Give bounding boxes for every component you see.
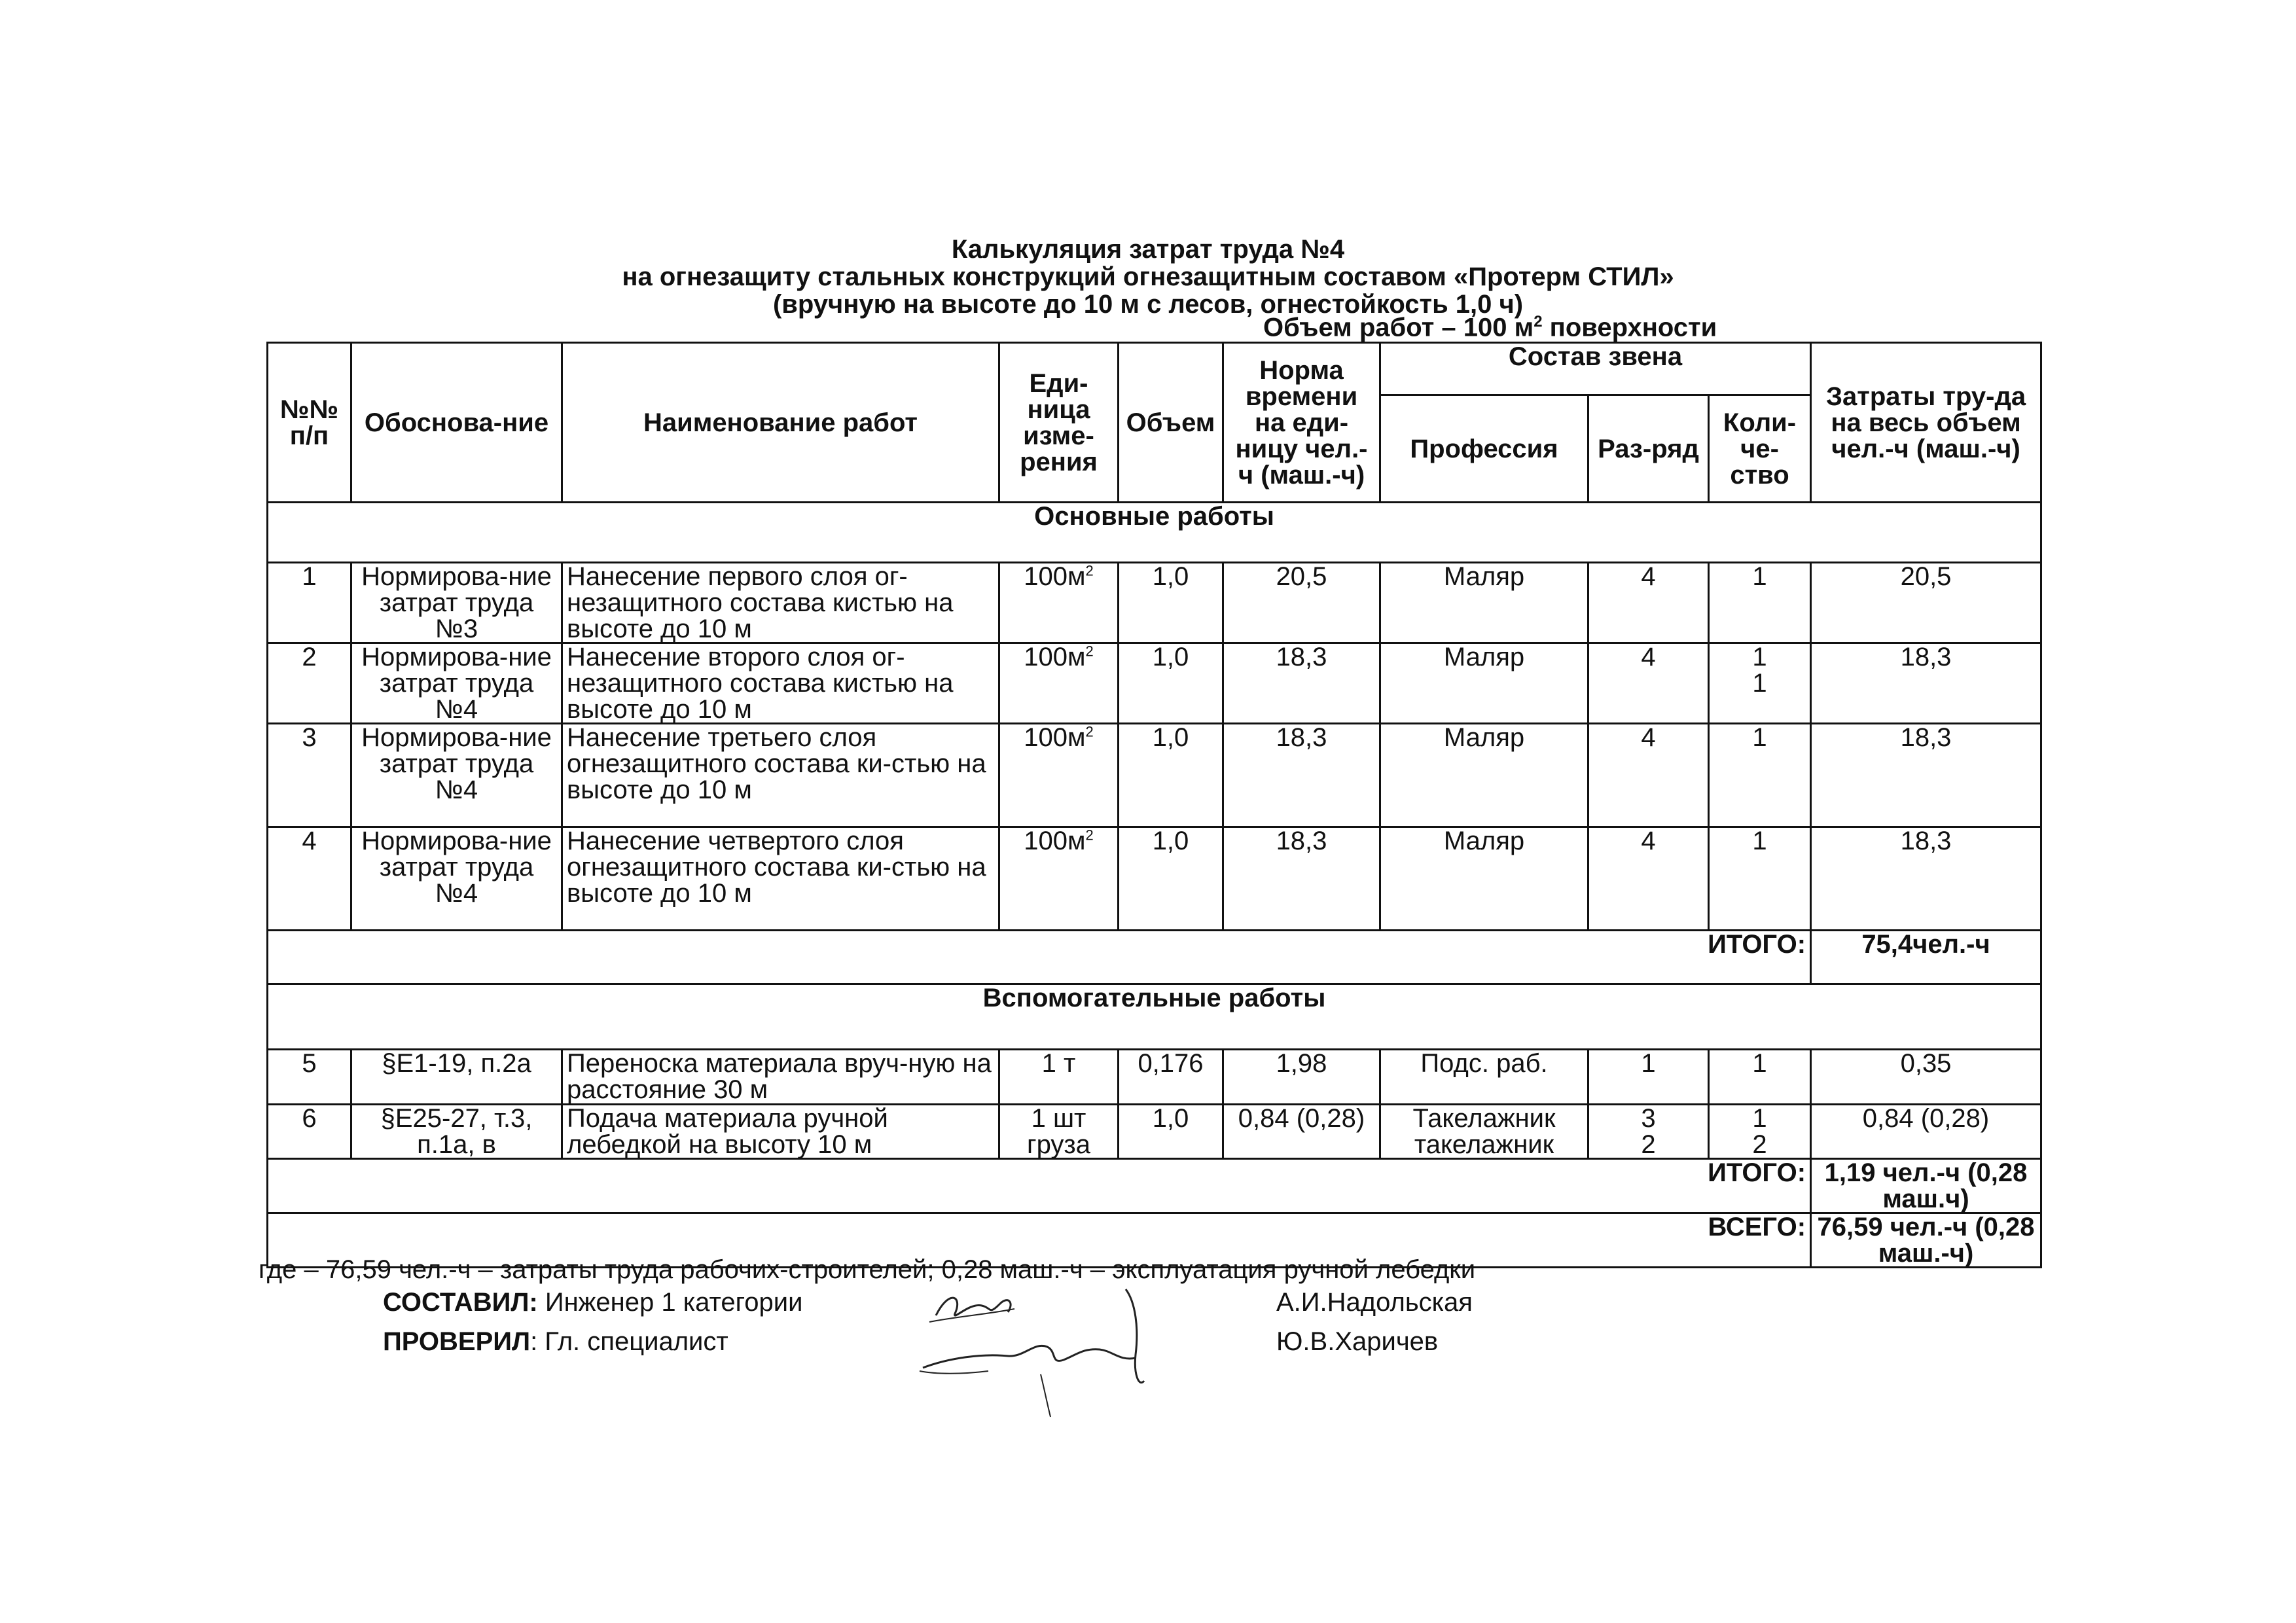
- cell-profession: Подс. раб.: [1380, 1050, 1588, 1105]
- grand-total-label: ВСЕГО:: [268, 1213, 1811, 1268]
- cell-qty: 1: [1709, 827, 1811, 931]
- cell-volume: 1,0: [1119, 724, 1223, 827]
- document-title: [0, 236, 2296, 318]
- compiled-by: [383, 1288, 802, 1317]
- cell-num: 1: [268, 563, 351, 643]
- cell-grade: 3 2: [1588, 1105, 1709, 1159]
- header-crew: Состав звена: [1380, 343, 1811, 395]
- cell-name: Нанесение первого слоя ог-незащитного состава кистью на высоте до 10 м: [562, 563, 999, 643]
- cell-num: 5: [268, 1050, 351, 1105]
- header-norm: Норма времени на еди-ницу чел.-ч (маш.-ч): [1223, 343, 1380, 503]
- cell-num: 2: [268, 643, 351, 724]
- unit-text: 100м: [1024, 827, 1086, 855]
- work-volume-sup: 2: [1534, 313, 1543, 330]
- cell-total: 18,3: [1811, 827, 2041, 931]
- cell-profession: Маляр: [1380, 563, 1588, 643]
- work-volume-suffix: поверхности: [1542, 313, 1717, 342]
- cell-profession: Маляр: [1380, 827, 1588, 931]
- table-row: [268, 827, 2041, 931]
- cell-grade: 4: [1588, 643, 1709, 724]
- cell-volume: 1,0: [1119, 1105, 1223, 1159]
- cell-grade: 1: [1588, 1050, 1709, 1105]
- cell-basis: Нормирова-ние затрат труда №4: [351, 724, 562, 827]
- cell-name: Подача материала ручной лебедкой на высоту 10 м: [562, 1105, 999, 1159]
- grand-total-value: 76,59 чел.-ч (0,28 маш.-ч): [1811, 1213, 2041, 1268]
- cell-basis: Нормирова-ние затрат труда №4: [351, 643, 562, 724]
- unit-sup: 2: [1085, 723, 1094, 740]
- cell-num: 3: [268, 724, 351, 827]
- section-row-main: [268, 503, 2041, 563]
- cell-profession: Такелажник такелажник: [1380, 1105, 1588, 1159]
- header-volume: Объем: [1119, 343, 1223, 503]
- cell-name: Нанесение второго слоя ог-незащитного состава кистью на высоте до 10 м: [562, 643, 999, 724]
- checked-label: ПРОВЕРИЛ: [383, 1327, 531, 1356]
- cell-norm: 20,5: [1223, 563, 1380, 643]
- section-row-aux: [268, 984, 2041, 1050]
- cell-norm: 1,98: [1223, 1050, 1380, 1105]
- cell-total: 0,35: [1811, 1050, 2041, 1105]
- cell-total: 0,84 (0,28): [1811, 1105, 2041, 1159]
- cell-unit: 1 шт груза: [999, 1105, 1119, 1159]
- title-line-1: Калькуляция затрат труда №4: [951, 235, 1345, 264]
- cell-basis: Нормирова-ние затрат труда №4: [351, 827, 562, 931]
- cell-name: Переноска материала вруч-ную на расстояние 30 м: [562, 1050, 999, 1105]
- title-line-3: (вручную на высоте до 10 м с лесов, огнестойкость 1,0 ч): [772, 290, 1524, 319]
- cell-total: 18,3: [1811, 724, 2041, 827]
- work-volume-text: Объем работ – 100 м: [1263, 313, 1534, 342]
- cell-qty: 1 2: [1709, 1105, 1811, 1159]
- cell-basis: §Е25-27, т.3, п.1а, в: [351, 1105, 562, 1159]
- unit-sup: 2: [1085, 827, 1094, 844]
- cell-total: 20,5: [1811, 563, 2041, 643]
- cell-unit: 1 т: [999, 1050, 1119, 1105]
- compiled-role: Инженер 1 категории: [537, 1288, 803, 1317]
- section-main-title: Основные работы: [268, 503, 2041, 563]
- cell-unit: [999, 827, 1119, 931]
- cell-volume: 0,176: [1119, 1050, 1223, 1105]
- aux-total-row: [268, 1159, 2041, 1213]
- header-profession: Профессия: [1380, 395, 1588, 503]
- checked-by: [383, 1327, 728, 1357]
- table-row: [268, 724, 2041, 827]
- main-total-value: 75,4чел.-ч: [1811, 931, 2041, 984]
- cell-norm: 18,3: [1223, 643, 1380, 724]
- compiled-name: А.И.Надольская: [1276, 1288, 1473, 1317]
- header-row-1: [268, 343, 2041, 395]
- cell-num: 6: [268, 1105, 351, 1159]
- cell-norm: 18,3: [1223, 827, 1380, 931]
- compiled-label: СОСТАВИЛ:: [383, 1288, 538, 1317]
- cell-profession: Маляр: [1380, 643, 1588, 724]
- cell-volume: 1,0: [1119, 643, 1223, 724]
- section-aux-title: Вспомогательные работы: [268, 984, 2041, 1050]
- cell-unit: [999, 643, 1119, 724]
- cell-norm: 18,3: [1223, 724, 1380, 827]
- table-row: [268, 1105, 2041, 1159]
- cell-norm: 0,84 (0,28): [1223, 1105, 1380, 1159]
- work-volume: [1263, 313, 1717, 342]
- cell-unit: [999, 563, 1119, 643]
- unit-sup: 2: [1085, 643, 1094, 660]
- cell-num: 4: [268, 827, 351, 931]
- unit-sup: 2: [1085, 562, 1094, 579]
- table-row: [268, 563, 2041, 643]
- main-total-row: [268, 931, 2041, 984]
- checked-name: Ю.В.Харичев: [1276, 1327, 1439, 1356]
- aux-total-label: ИТОГО:: [268, 1159, 1811, 1213]
- cell-volume: 1,0: [1119, 827, 1223, 931]
- labor-cost-table: [266, 342, 2042, 1268]
- header-total: Затраты тру-да на весь объем чел.-ч (маш.-ч): [1811, 343, 2041, 503]
- title-line-2: на огнезащиту стальных конструкций огнезащитным составом «Протерм СТИЛ»: [622, 262, 1674, 291]
- cell-basis: Нормирова-ние затрат труда №3: [351, 563, 562, 643]
- cell-unit: [999, 724, 1119, 827]
- header-name: Наименование работ: [562, 343, 999, 503]
- header-num: №№ п/п: [268, 343, 351, 503]
- cell-total: 18,3: [1811, 643, 2041, 724]
- cell-name: Нанесение третьего слоя огнезащитного состава ки-стью на высоте до 10 м: [562, 724, 999, 827]
- cell-qty: 1: [1709, 724, 1811, 827]
- header-basis: Обоснова-ние: [351, 343, 562, 503]
- cell-profession: Маляр: [1380, 724, 1588, 827]
- table-row: [268, 1050, 2041, 1105]
- header-qty: Коли-че-ство: [1709, 395, 1811, 503]
- main-total-label: ИТОГО:: [268, 931, 1811, 984]
- unit-text: 100м: [1024, 643, 1086, 671]
- cell-qty: 1 1: [1709, 643, 1811, 724]
- footnote: где – 76,59 чел.-ч – затраты труда рабочих-строителей; 0,28 маш.-ч – эксплуатация ручной лебедки: [259, 1255, 1476, 1284]
- handwritten-signatures: [910, 1276, 1224, 1420]
- cell-name: Нанесение четвертого слоя огнезащитного состава ки-стью на высоте до 10 м: [562, 827, 999, 931]
- header-grade: Раз-ряд: [1588, 395, 1709, 503]
- cell-basis: §Е1-19, п.2а: [351, 1050, 562, 1105]
- cell-volume: 1,0: [1119, 563, 1223, 643]
- unit-text: 100м: [1024, 723, 1086, 752]
- cell-grade: 4: [1588, 563, 1709, 643]
- header-unit: Еди-ница изме-рения: [999, 343, 1119, 503]
- cell-grade: 4: [1588, 827, 1709, 931]
- checked-role: : Гл. специалист: [530, 1327, 728, 1356]
- unit-text: 100м: [1024, 562, 1086, 591]
- cell-grade: 4: [1588, 724, 1709, 827]
- table-row: [268, 643, 2041, 724]
- cell-qty: 1: [1709, 563, 1811, 643]
- cell-qty: 1: [1709, 1050, 1811, 1105]
- aux-total-value: 1,19 чел.-ч (0,28 маш.ч): [1811, 1159, 2041, 1213]
